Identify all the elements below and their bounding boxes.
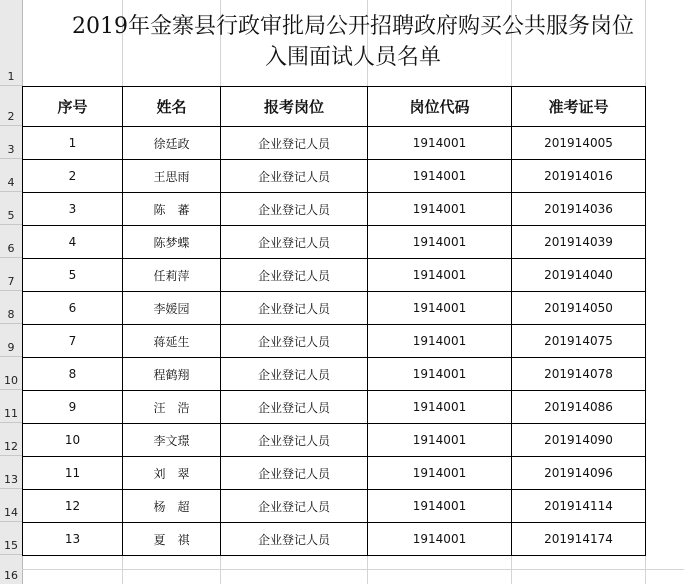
- table-row: [23, 391, 646, 424]
- cell-position-code[interactable]: 1914001: [368, 523, 512, 556]
- cell-applied-position[interactable]: 企业登记人员: [221, 457, 368, 490]
- table-row: [23, 160, 646, 193]
- cell-serial-number[interactable]: 6: [23, 292, 123, 325]
- header-admission-ticket-number[interactable]: 准考证号: [512, 87, 646, 127]
- cell-serial-number[interactable]: 3: [23, 193, 123, 226]
- cell-serial-number[interactable]: 11: [23, 457, 123, 490]
- cell-serial-number[interactable]: 5: [23, 259, 123, 292]
- row-header-column: [0, 0, 23, 584]
- row-header-1[interactable]: 1: [0, 0, 22, 86]
- cell-position-code[interactable]: 1914001: [368, 490, 512, 523]
- row-header-2[interactable]: 2: [0, 86, 22, 126]
- cell-admission-ticket-number[interactable]: 201914096: [512, 457, 646, 490]
- row-header-13[interactable]: 13: [0, 456, 22, 489]
- cell-admission-ticket-number[interactable]: 201914075: [512, 325, 646, 358]
- table-row: [23, 259, 646, 292]
- row-header-7[interactable]: 7: [0, 258, 22, 291]
- cell-serial-number[interactable]: 10: [23, 424, 123, 457]
- cell-serial-number[interactable]: 8: [23, 358, 123, 391]
- table-row: [23, 490, 646, 523]
- table-row: [23, 325, 646, 358]
- cell-name[interactable]: 程鹤翔: [123, 358, 221, 391]
- row-header-6[interactable]: 6: [0, 225, 22, 258]
- cell-applied-position[interactable]: 企业登记人员: [221, 523, 368, 556]
- cell-name[interactable]: 杨 超: [123, 490, 221, 523]
- row-header-11[interactable]: 11: [0, 390, 22, 423]
- cell-position-code[interactable]: 1914001: [368, 424, 512, 457]
- row-header-15[interactable]: 15: [0, 522, 22, 555]
- header-applied-position[interactable]: 报考岗位: [221, 87, 368, 127]
- cell-position-code[interactable]: 1914001: [368, 391, 512, 424]
- table-row: [23, 127, 646, 160]
- cell-applied-position[interactable]: 企业登记人员: [221, 259, 368, 292]
- cell-position-code[interactable]: 1914001: [368, 292, 512, 325]
- cell-admission-ticket-number[interactable]: 201914036: [512, 193, 646, 226]
- cell-admission-ticket-number[interactable]: 201914078: [512, 358, 646, 391]
- row-header-4[interactable]: 4: [0, 159, 22, 192]
- cell-position-code[interactable]: 1914001: [368, 457, 512, 490]
- cell-admission-ticket-number[interactable]: 201914050: [512, 292, 646, 325]
- cell-admission-ticket-number[interactable]: 201914086: [512, 391, 646, 424]
- cell-name[interactable]: 刘 翠: [123, 457, 221, 490]
- table-row: [23, 358, 646, 391]
- cell-applied-position[interactable]: 企业登记人员: [221, 325, 368, 358]
- header-serial-number[interactable]: 序号: [23, 87, 123, 127]
- cell-admission-ticket-number[interactable]: 201914005: [512, 127, 646, 160]
- cell-admission-ticket-number[interactable]: 201914174: [512, 523, 646, 556]
- cell-applied-position[interactable]: 企业登记人员: [221, 424, 368, 457]
- cell-position-code[interactable]: 1914001: [368, 160, 512, 193]
- cell-applied-position[interactable]: 企业登记人员: [221, 193, 368, 226]
- row-header-14[interactable]: 14: [0, 489, 22, 522]
- page-title-line-1: 2019年金寨县行政审批局公开招聘政府购买公共服务岗位: [72, 14, 634, 39]
- row-header-9[interactable]: 9: [0, 324, 22, 357]
- row-header-5[interactable]: 5: [0, 192, 22, 225]
- cell-name[interactable]: 汪 浩: [123, 391, 221, 424]
- table-row: [23, 424, 646, 457]
- cell-applied-position[interactable]: 企业登记人员: [221, 391, 368, 424]
- cell-name[interactable]: 任莉萍: [123, 259, 221, 292]
- table-row: [23, 457, 646, 490]
- table-header-row: [23, 87, 646, 127]
- row-header-8[interactable]: 8: [0, 291, 22, 324]
- cell-admission-ticket-number[interactable]: 201914040: [512, 259, 646, 292]
- cell-position-code[interactable]: 1914001: [368, 259, 512, 292]
- cell-applied-position[interactable]: 企业登记人员: [221, 226, 368, 259]
- table-row: [23, 292, 646, 325]
- cell-applied-position[interactable]: 企业登记人员: [221, 160, 368, 193]
- page-title-line-2: 入围面试人员名单: [264, 45, 441, 70]
- cell-position-code[interactable]: 1914001: [368, 358, 512, 391]
- cell-name[interactable]: 蒋延生: [123, 325, 221, 358]
- cell-admission-ticket-number[interactable]: 201914090: [512, 424, 646, 457]
- cell-serial-number[interactable]: 9: [23, 391, 123, 424]
- cell-admission-ticket-number[interactable]: 201914114: [512, 490, 646, 523]
- cell-position-code[interactable]: 1914001: [368, 193, 512, 226]
- cell-name[interactable]: 陈 蕃: [123, 193, 221, 226]
- row-header-10[interactable]: 10: [0, 357, 22, 390]
- cell-serial-number[interactable]: 12: [23, 490, 123, 523]
- cell-serial-number[interactable]: 7: [23, 325, 123, 358]
- cell-position-code[interactable]: 1914001: [368, 127, 512, 160]
- cell-admission-ticket-number[interactable]: 201914039: [512, 226, 646, 259]
- cell-applied-position[interactable]: 企业登记人员: [221, 490, 368, 523]
- cell-serial-number[interactable]: 2: [23, 160, 123, 193]
- table-row: [23, 193, 646, 226]
- cell-name[interactable]: 陈梦蝶: [123, 226, 221, 259]
- row-header-3[interactable]: 3: [0, 126, 22, 159]
- cell-position-code[interactable]: 1914001: [368, 226, 512, 259]
- cell-serial-number[interactable]: 13: [23, 523, 123, 556]
- cell-position-code[interactable]: 1914001: [368, 325, 512, 358]
- cell-applied-position[interactable]: 企业登记人员: [221, 358, 368, 391]
- table-row: [23, 523, 646, 556]
- gridline: [22, 569, 684, 570]
- cell-applied-position[interactable]: 企业登记人员: [221, 127, 368, 160]
- row-header-12[interactable]: 12: [0, 423, 22, 456]
- header-position-code[interactable]: 岗位代码: [368, 87, 512, 127]
- cell-name[interactable]: 徐廷政: [123, 127, 221, 160]
- cell-serial-number[interactable]: 1: [23, 127, 123, 160]
- cell-admission-ticket-number[interactable]: 201914016: [512, 160, 646, 193]
- row-header-16[interactable]: 16: [4, 569, 18, 582]
- cell-name[interactable]: 李媛园: [123, 292, 221, 325]
- cell-name[interactable]: 李文璟: [123, 424, 221, 457]
- cell-name[interactable]: 夏 祺: [123, 523, 221, 556]
- cell-serial-number[interactable]: 4: [23, 226, 123, 259]
- table-row: [23, 226, 646, 259]
- candidate-table: [22, 86, 646, 556]
- cell-applied-position[interactable]: 企业登记人员: [221, 292, 368, 325]
- cell-name[interactable]: 王思雨: [123, 160, 221, 193]
- header-name[interactable]: 姓名: [123, 87, 221, 127]
